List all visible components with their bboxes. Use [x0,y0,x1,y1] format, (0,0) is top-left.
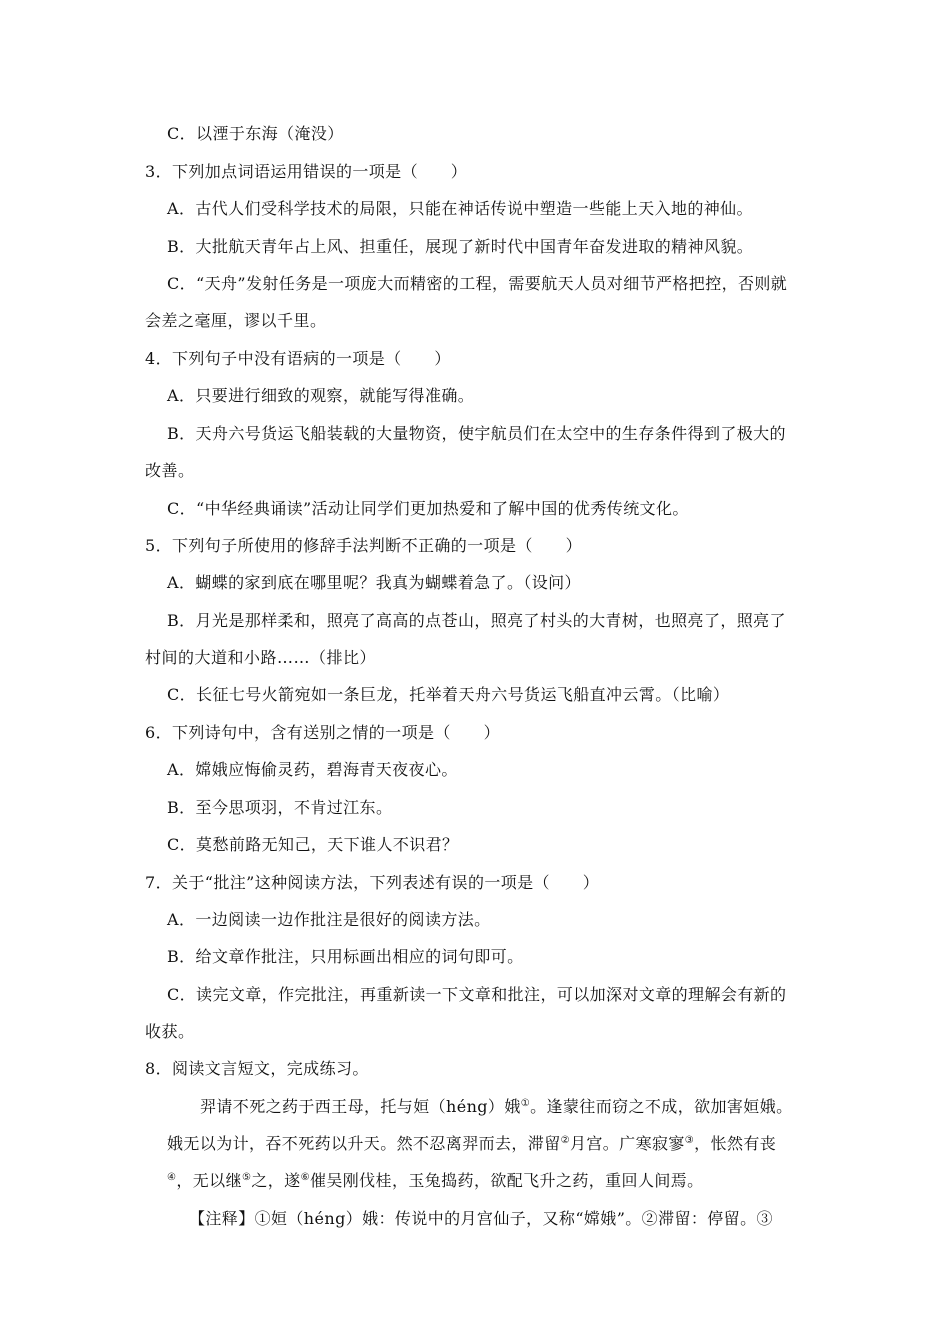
question-5: 5．下列句子所使用的修辞手法判断不正确的一项是（ ） [145,536,582,555]
option-4b: B．天舟六号货运飞船装载的大量物资，使宇航员们在太空中的生存条件得到了极大的 [167,424,786,443]
passage-text: 。逢蒙往而窃之不成，欲加害姮娥。 [530,1097,793,1116]
option-5a: A．蝴蝶的家到底在哪里呢？我真为蝴蝶着急了。（设问） [167,573,581,592]
option-7b: B．给文章作批注，只用标画出相应的词句即可。 [167,947,524,966]
question-6: 6．下列诗句中，含有送别之情的一项是（ ） [145,723,500,742]
passage-text: 娥无以为计，吞不死药以升天。然不忍离羿而去，滞留 [167,1134,561,1153]
passage-text: ，无以继 [176,1171,242,1190]
option-3a: A．古代人们受科学技术的局限，只能在神话传说中塑造一些能上天入地的神仙。 [167,199,753,218]
passage-text: 羿请不死之药于西王母，托与姮（héng）娥 [200,1097,521,1116]
option-4b-continued: 改善。 [145,461,195,480]
option-3c: C．“天舟”发射任务是一项庞大而精密的工程，需要航天人员对细节严格把控，否则就 [167,274,788,293]
passage-line-1 [200,1096,950,1118]
option-3c-continued: 会差之毫厘，谬以千里。 [145,311,327,330]
option-7a: A．一边阅读一边作批注是很好的阅读方法。 [167,910,491,929]
option-7c: C．读完文章，作完批注，再重新读一下文章和批注，可以加深对文章的理解会有新的 [167,985,787,1004]
passage-line-3 [167,1170,950,1192]
option-4c: C．“中华经典诵读”活动让同学们更加热爱和了解中国的优秀传统文化。 [167,499,689,518]
passage-text: 之，遂 [251,1171,301,1190]
footnote-marker: ⑥ [300,1172,310,1183]
option-5b: B．月光是那样柔和，照亮了高高的点苍山，照亮了村头的大青树，也照亮了，照亮了 [167,611,786,630]
option-4a: A．只要进行细致的观察，就能写得准确。 [167,386,475,405]
footnote-marker: ③ [684,1135,695,1146]
annotation-note: 【注释】①姮（héng）娥：传说中的月宫仙子，又称“嫦娥”。②滞留：停留。③ [189,1209,773,1228]
passage-text: 月宫。广寒寂寥 [569,1134,685,1153]
question-3: 3．下列加点词语运用错误的一项是（ ） [145,162,468,181]
option-6a: A．嫦娥应悔偷灵药，碧海青天夜夜心。 [167,760,458,779]
option-2c: C．以湮于东海（淹没） [167,124,344,143]
question-7: 7．关于“批注”这种阅读方法，下列表述有误的一项是（ ） [145,873,600,892]
passage-line-2 [167,1133,950,1155]
passage-text: ，怅然有丧 [694,1134,777,1153]
question-4: 4．下列句子中没有语病的一项是（ ） [145,349,451,368]
option-3b: B．大批航天青年占上风、担重任，展现了新时代中国青年奋发进取的精神风貌。 [167,237,754,256]
footnote-marker: ⑤ [241,1172,252,1183]
option-5c: C．长征七号火箭宛如一条巨龙，托举着天舟六号货运飞船直冲云霄。（比喻） [167,685,730,704]
option-6c: C．莫愁前路无知己，天下谁人不识君？ [167,835,459,854]
footnote-marker: ④ [167,1172,177,1183]
option-6b: B．至今思项羽，不肯过江东。 [167,798,393,817]
footnote-marker: ① [520,1098,531,1109]
footnote-marker: ② [560,1135,570,1146]
option-5b-continued: 村间的大道和小路……（排比） [145,648,377,667]
question-8: 8．阅读文言短文，完成练习。 [145,1059,369,1078]
passage-text: 催吴刚伐桂，玉兔捣药，欲配飞升之药，重回人间焉。 [309,1171,704,1190]
option-7c-continued: 收获。 [145,1022,195,1041]
